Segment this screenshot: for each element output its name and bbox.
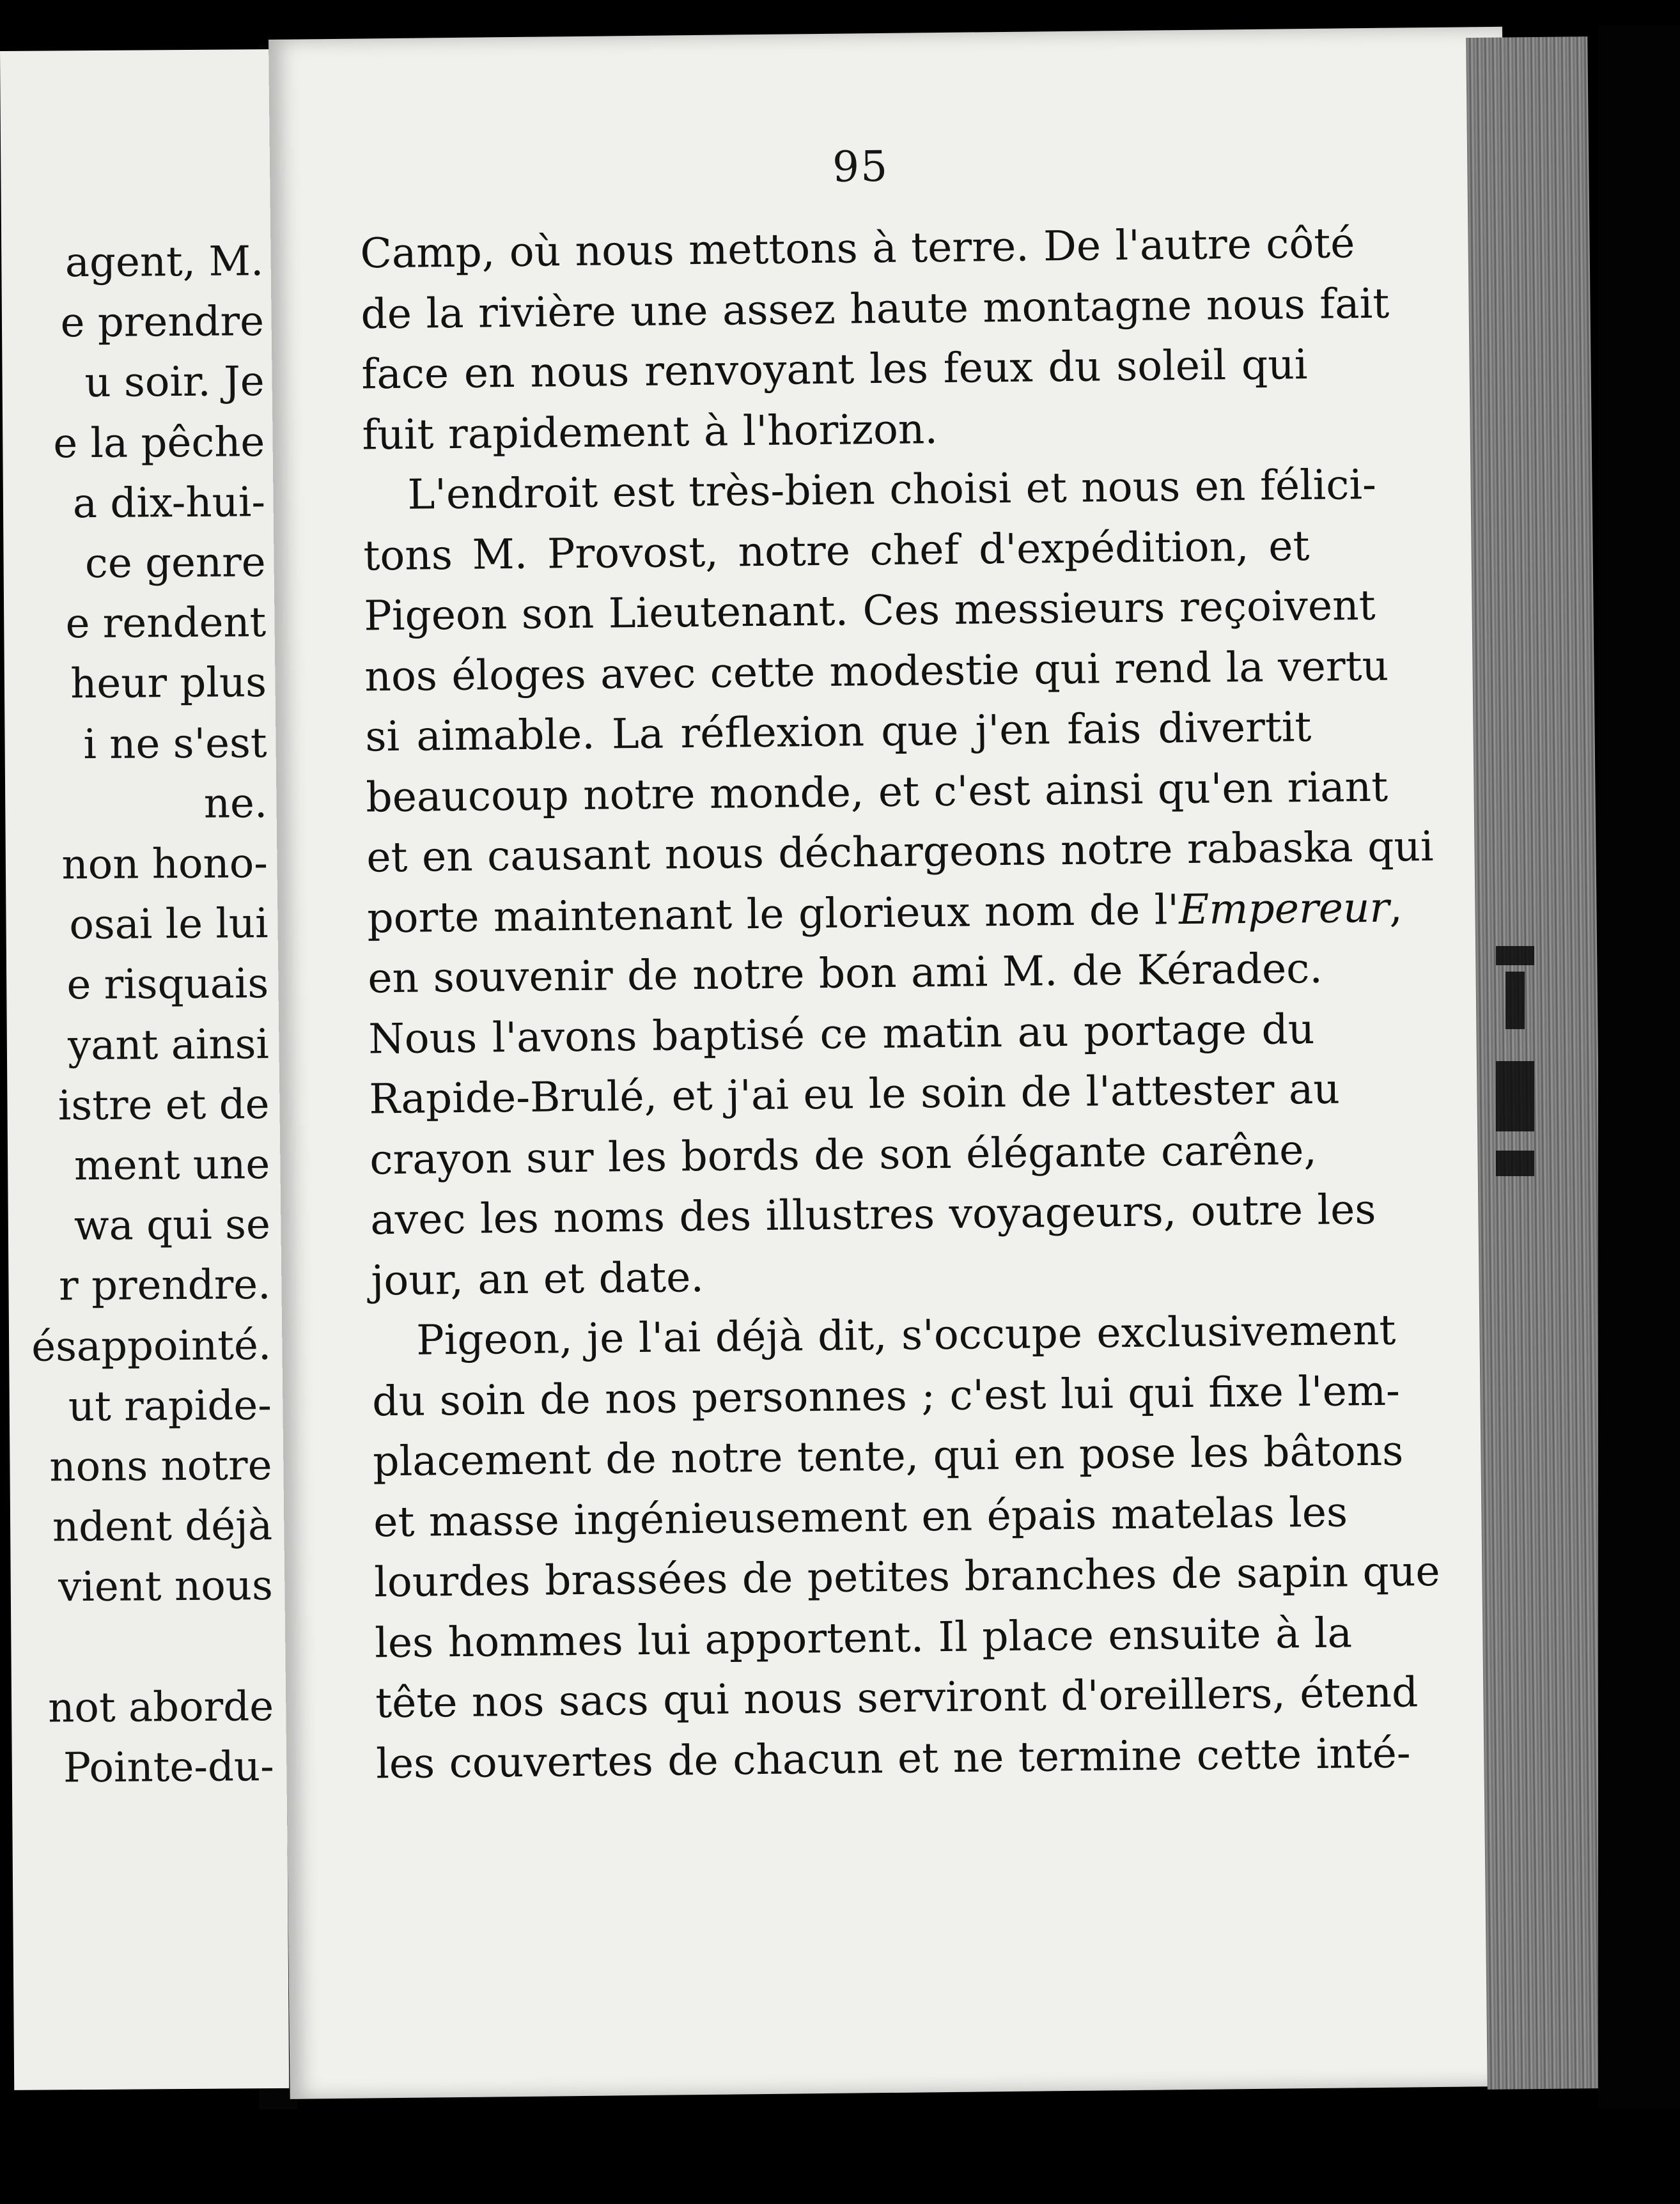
text-line-content: si aimable. La réflexion que j'en fais divertit xyxy=(365,702,1312,761)
text-line-content: jour, an et date. xyxy=(370,1253,704,1305)
text-line xyxy=(375,1664,1419,1734)
italic-word: Empereur xyxy=(1178,883,1390,934)
left-page-line: vient nous xyxy=(58,1562,274,1611)
left-page-line: agent, M. xyxy=(65,238,264,287)
text-line xyxy=(366,818,1434,889)
scan-border xyxy=(1598,26,1680,2109)
left-page-line: non hono- xyxy=(61,840,268,889)
left-page-line: e risquais xyxy=(66,960,269,1009)
right-page xyxy=(268,27,1524,2099)
text-line xyxy=(361,335,1308,405)
text-line-content: du soin de nos personnes ; c'est lui qui fixe l'em- xyxy=(371,1367,1401,1425)
text-line-content: face en nous renvoyant les feux du soleil qui xyxy=(361,341,1308,399)
left-page-line: osai le lui xyxy=(69,900,268,949)
text-line xyxy=(367,939,1323,1009)
text-line-content: et en causant nous déchargeons notre rabaska qui xyxy=(366,822,1434,882)
text-line-content: de la rivière une assez haute montagne nous fait xyxy=(361,279,1390,339)
edge-stamp-mark xyxy=(1489,946,1541,1189)
text-line xyxy=(369,1120,1316,1190)
left-page-line: Pointe-du- xyxy=(63,1743,275,1792)
text-line-content: les hommes lui apportent. Il place ensuite à la xyxy=(374,1608,1353,1667)
text-line-content: et masse ingénieusement en épais matelas les xyxy=(373,1487,1348,1546)
text-line xyxy=(361,275,1390,345)
left-page-line: e la pêche xyxy=(53,418,265,468)
left-page-line: a dix-hui- xyxy=(72,478,266,528)
text-line-content: Camp, où nous mettons à terre. De l'autre côté xyxy=(360,219,1355,278)
text-line-content: les couvertes de chacun et ne termine cette inté- xyxy=(375,1728,1411,1788)
text-line xyxy=(371,1301,1396,1372)
text-line xyxy=(364,637,1389,707)
text-line-content: avec les noms des illustres voyageurs, outre les xyxy=(369,1185,1376,1245)
text-line xyxy=(367,878,1403,949)
left-page-line: e rendent xyxy=(65,599,267,648)
text-line-content: nos éloges avec cette modestie qui rend la vertu xyxy=(364,642,1389,701)
text-line-content: lourdes brassées de petites branches de sapin que xyxy=(373,1547,1440,1607)
text-line-content: tons M. Provost, notre chef d'expédition, et xyxy=(363,522,1310,580)
page-number: 95 xyxy=(832,141,889,192)
text-line-content: Pigeon, je l'ai déjà dit, s'occupe exclusivement xyxy=(416,1306,1396,1365)
text-line-content: beaucoup notre monde, et c'est ainsi qu'en riant xyxy=(366,763,1388,821)
text-line-content: tête nos sacs qui nous serviront d'oreillers, étend xyxy=(375,1668,1419,1728)
text-line-content: porte maintenant le glorieux nom de l' xyxy=(367,885,1179,942)
left-page-line: ndent déjà xyxy=(52,1502,273,1551)
text-line xyxy=(373,1482,1348,1553)
text-line-content: crayon sur les bords de son élégante carêne, xyxy=(369,1126,1318,1184)
text-line xyxy=(363,516,1310,586)
text-line xyxy=(364,577,1376,647)
left-page-line: heur plus xyxy=(70,659,267,708)
text-line-content: fuit rapidement à l'horizon. xyxy=(362,405,938,459)
left-page-line: e prendre xyxy=(60,298,265,347)
text-line xyxy=(368,1060,1341,1130)
left-page-line: i ne s'est xyxy=(83,719,267,768)
text-line xyxy=(371,1362,1401,1432)
text-line xyxy=(372,1422,1404,1493)
text-line xyxy=(360,214,1355,284)
text-line-content: Pigeon son Lieutenant. Ces messieurs reçoivent xyxy=(364,581,1376,640)
left-page-line: ne. xyxy=(203,779,268,828)
left-page-line: ut rapide- xyxy=(68,1381,272,1431)
left-page-line: yant ainsi xyxy=(67,1020,270,1069)
text-line-content: Rapide-Brulé, et j'ai eu le soin de l'attester au xyxy=(368,1065,1341,1124)
left-page-line: istre et de xyxy=(58,1080,270,1130)
left-page-line: wa qui se xyxy=(74,1201,271,1250)
text-line-content: placement de notre tente, qui en pose les bâtons xyxy=(372,1427,1404,1486)
text-line xyxy=(369,1181,1376,1251)
left-page-line: u soir. Je xyxy=(84,358,265,407)
text-line xyxy=(368,999,1315,1069)
left-page-line: ce genre xyxy=(84,539,266,588)
text-line-content: L'endroit est très-bien choisi et nous en félici- xyxy=(407,460,1377,519)
left-page-line: ment une xyxy=(74,1141,270,1190)
text-line xyxy=(362,396,1309,466)
left-page-line: not aborde xyxy=(47,1682,274,1732)
left-page-line: nons notre xyxy=(49,1442,272,1491)
text-line xyxy=(373,1543,1440,1613)
left-page xyxy=(0,49,289,2090)
text-line xyxy=(374,1603,1353,1673)
text-line xyxy=(375,1724,1411,1794)
text-line xyxy=(366,757,1388,828)
text-line-content: Nous l'avons baptisé ce matin au portage du xyxy=(368,1005,1315,1063)
text-line xyxy=(362,456,1377,526)
left-page-line: r prendre. xyxy=(58,1261,271,1310)
page-text xyxy=(360,214,1440,1794)
text-line-content: en souvenir de notre bon ami M. de Kéradec. xyxy=(367,944,1323,1003)
punctuation: , xyxy=(1388,883,1403,932)
left-page-line: ésappointé. xyxy=(31,1321,272,1371)
text-line xyxy=(365,697,1312,768)
text-line xyxy=(371,1241,1318,1311)
